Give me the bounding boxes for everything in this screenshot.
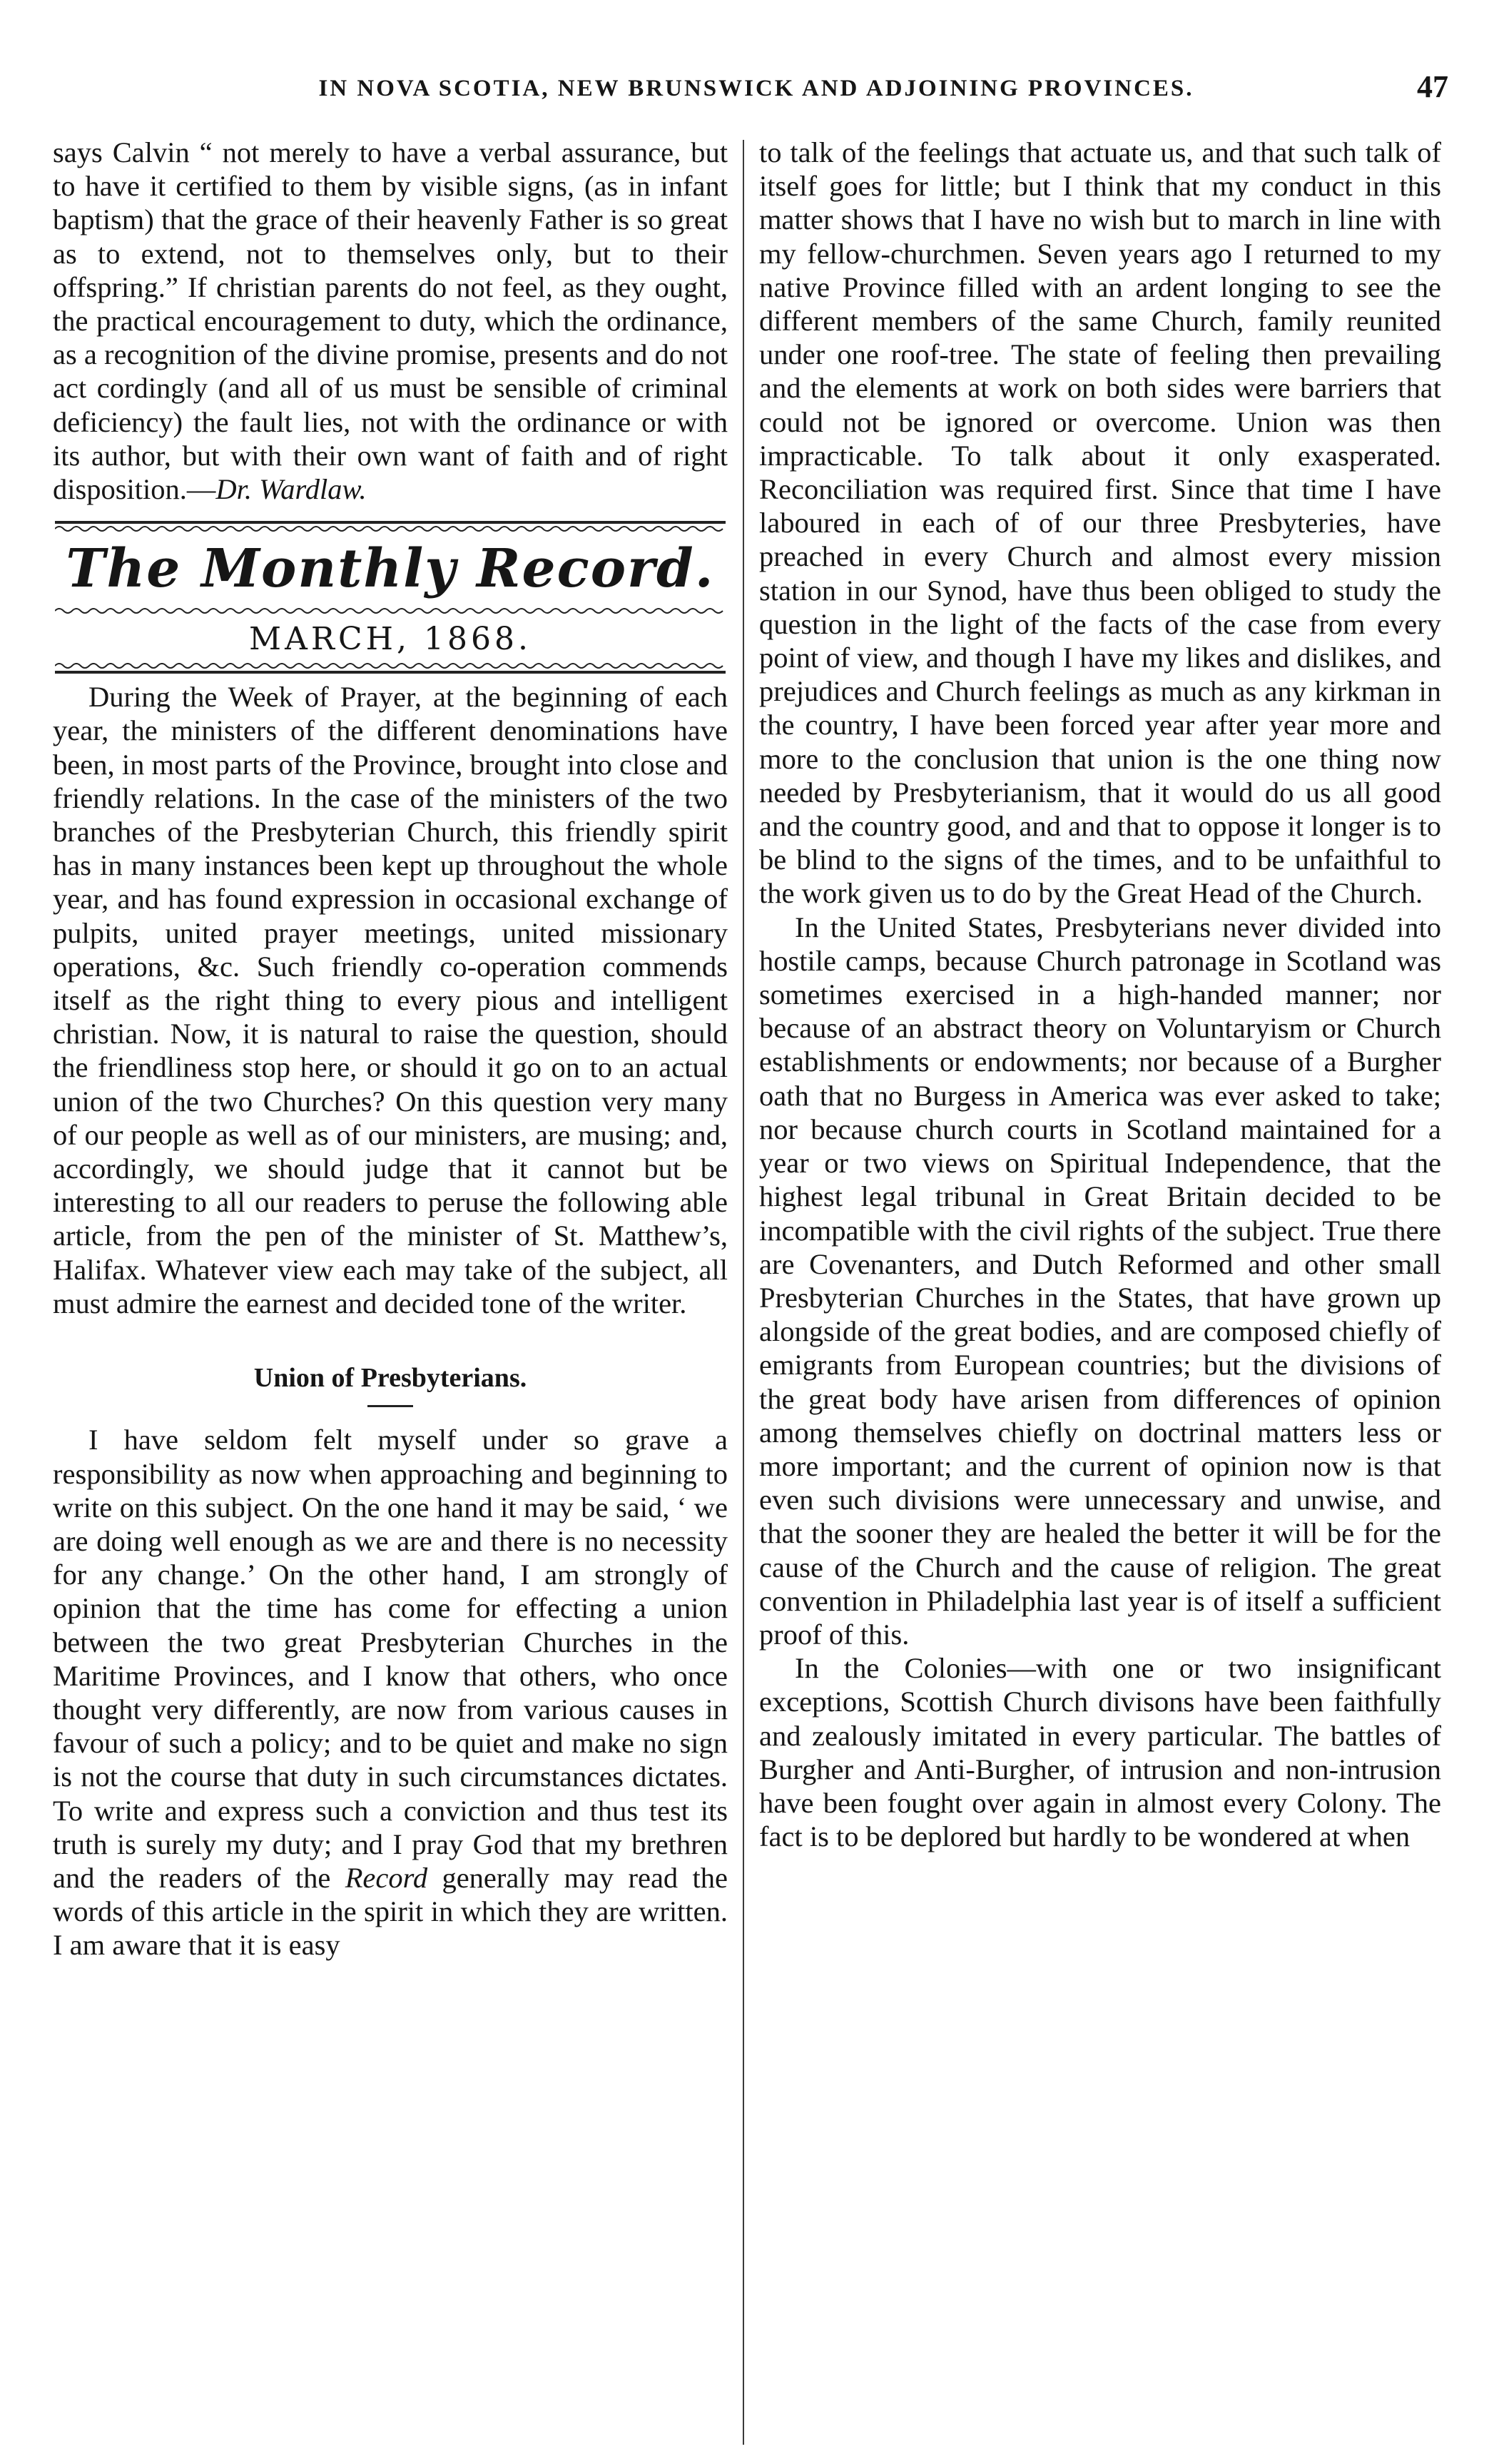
editorial-intro	[53, 680, 728, 1320]
opening-paragraph	[53, 136, 728, 506]
column-divider	[743, 140, 744, 2445]
opening-attribution: Dr. Wardlaw.	[215, 473, 367, 506]
issue-date: MARCH, 1868.	[249, 621, 532, 658]
running-head	[64, 69, 1448, 108]
article-paragraph	[53, 1423, 728, 1962]
right-paragraph-1: to talk of the feelings that actuate us, and that such talk of itself goes for little; but I think that my conduct in this matter shows that I have no wish but to march in line with my fellow-churchmen. Seven years ago I returned to my native Province filled with an ardent longing to see the different members of the same Church, family reunited under one roof-tree. The state of feeling then prevailing and the elements at work on both sides were barriers that could not be ignored or overcome. Union was then impracticable. To talk about it only exasperated. Reconciliation was required first. Since that time I have laboured in each of of our three Presbyteries, have preached in every Church and almost every mission station in our Synod, have thus been obliged to study the question in the light of the facts of the case from every point of view, and though I have my likes and dislikes, and prejudices and Church feelings as much as any kirkman in the country, I have been forced year after year more and more to the conclusion that union is the one thing now needed by Presbyterianism, that it would do us all good and the country good, and and that to oppose it longer is to be blind to the signs of the times, and to be unfaithful to the work given us to do by the Great Head of the Church.	[759, 136, 1441, 910]
wavy-rule-middle	[55, 606, 726, 616]
right-column	[759, 136, 1441, 2440]
article-paragraph-end: generally may read the words of this article in the spirit in which they are written. I am aware that it is easy	[53, 1861, 728, 1962]
page-number: 47	[1417, 69, 1448, 104]
record-word: Record	[345, 1861, 428, 1894]
running-head-title: IN NOVA SCOTIA, NEW BRUNSWICK AND ADJOINING PROVINCES.	[318, 76, 1194, 101]
wavy-rule-top	[55, 520, 726, 532]
opening-paragraph-text: says Calvin “ not merely to have a verbal assurance, but to have it certified to them by visible signs, (as in infant baptism) that the grace of their heavenly Father is so great as to extend, not to themselves only, but to their offspring.” If christian parents do not feel, as they ought, the practical encouragement to duty, which the ordinance, as a recognition of the divine promise, presents and do not act cordingly (and all of us must be sensible of criminal deficiency) the fault lies, not with the ordinance or with its author, but with their own want of faith and of right disposition.—	[53, 136, 728, 506]
left-column	[53, 136, 728, 2440]
right-paragraph-3: In the Colonies—with one or two insignificant exceptions, Scottish Church divisons have been faithfully and zealously imitated in every particular. The battles of Burgher and Anti-Burgher, of intrusion and non-intrusion have been fought over again in almost every Colony. The fact is to be deplored but hardly to be wondered at when	[759, 1652, 1441, 1853]
wavy-rule-bottom	[55, 663, 726, 674]
section-rule	[367, 1405, 413, 1407]
intro-paragraph: During the Week of Prayer, at the beginning of each year, the ministers of the different denominations have been, in most parts of the Province, brought into close and friendly relations. In the case of the ministers of the two branches of the Presbyterian Church, this friendly spirit has in many instances been kept up throughout the whole year, and has found expression in occasional exchange of pulpits, united prayer meetings, united missionary operations, &c. Such friendly co-operation commends itself as the right thing to every pious and intelligent christian. Now, it is natural to raise the question, should the friendliness stop here, or should it go on to an actual union of the two Churches? On this question very many of our people as well as of our ministers, are musing; and, accordingly, we should judge that it cannot but be interesting to all our readers to peruse the following able article, from the pen of the minister of St. Matthew’s, Halifax. Whatever view each may take of the subject, all must admire the earnest and decided tone of the writer.	[53, 681, 728, 1319]
article-paragraph-text: I have seldom felt myself under so grave a responsibility as now when approaching and beginning to write on this subject. On the one hand it may be said, ‘ we are doing well enough as we are and there is no necessity for any change.’ On the other hand, I am strongly of opinion that the time has come for effecting a union between the two great Presbyterian Churches in the Maritime Provinces, and I know that others, who once thought very differently, are now from various causes in favour of such a policy; and to be quiet and make no sign is not the course that duty in such circumstances dictates. To write and express such a conviction and thus test its truth is surely my duty; and I pray God that my brethren and the readers of the	[53, 1424, 728, 1894]
right-paragraph-2: In the United States, Presbyterians never divided into hostile camps, because Church patronage in Scotland was sometimes exercised in a high-handed manner; nor because of an abstract theory on Voluntaryism or Church establishments or endowments; nor because of a Burgher oath that no Burgess in America was ever asked to take; nor because church courts in Scotland maintained for a year or two views on Spiritual Independence, that the highest legal tribunal in Great Britain decided to be incompatible with the civil rights of the subject. True there are Covenanters, and Dutch Reformed and other small Presbyterian Churches in the States, that have grown up alongside of the great bodies, and are composed chiefly of emigrants from European countries; but the divisions of the great body have arisen from differences of opinion among themselves chiefly on doctrinal matters less or more important; and the current of opinion now is that even such divisions were unnecessary and unwise, and that the sooner they are healed the better it will be for the cause of the Church and the cause of religion. The great convention in Philadelphia last year is of itself a sufficient proof of this.	[759, 911, 1441, 1651]
masthead-title: The Monthly Record.	[66, 538, 715, 600]
section-title: Union of Presbyterians.	[253, 1363, 527, 1394]
masthead	[53, 520, 728, 674]
